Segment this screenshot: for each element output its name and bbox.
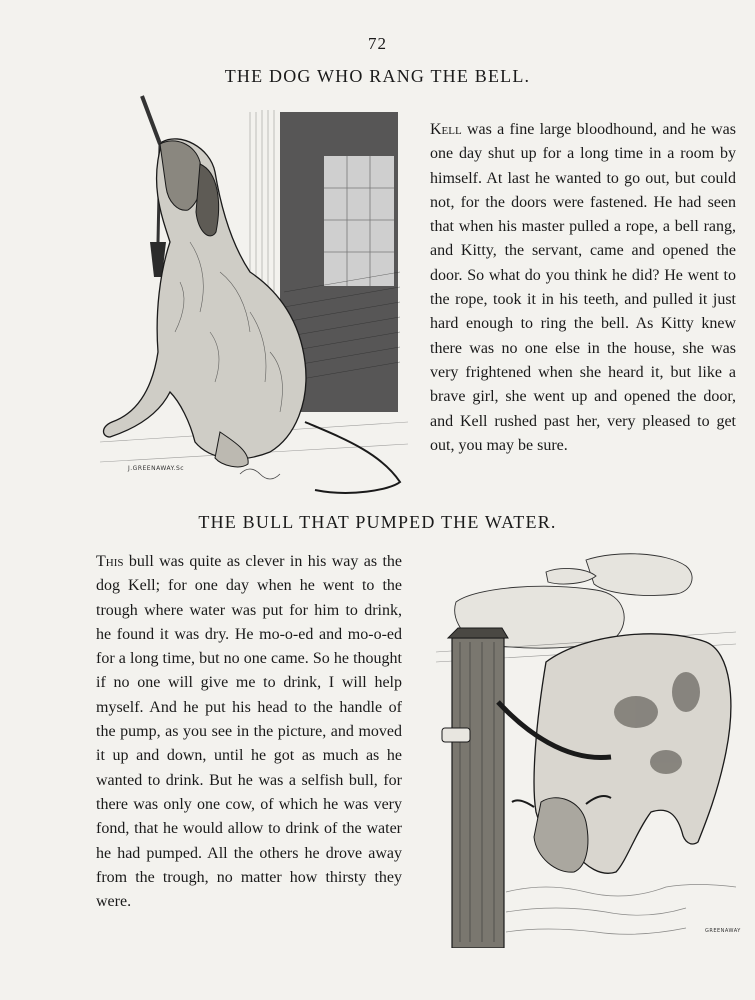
body-text: was a fine large bloodhound, and he was one day shut up for a long time in a room by himself. At last he wanted to go out, but could not, for the doors were fastened. He had seen that when his master pulled a rope, a bell rang, and Kitty, the servant, came and opened the door. So what do you think he did? He went to the rope, took it in his teeth, and pulled it just hard enough to ring the bell. As Kitty knew there was no one else in the house, she was very frightened when she heard it, but like a brave girl, she went up and opened the door, and Kell rushed past her, very pleased to get out, you may be sure. — [430, 121, 736, 454]
story-text-bull — [96, 550, 402, 914]
page-number: 72 — [368, 34, 387, 53]
lead-word: Kell — [430, 121, 462, 138]
bull-engraver-credit: GREENAWAY — [705, 928, 741, 934]
lead-word: This — [96, 553, 124, 570]
story-title-bull: THE BULL THAT PUMPED THE WATER. — [198, 512, 557, 532]
dog-ringing-bell-illustration — [100, 92, 408, 500]
body-text: bull was quite as clever in his way as the dog Kell; for one day when he went to the trough where water was put for him to drink, he found it was dry. He mo-o-ed and mo-o-ed for a long time, but no one came. So he thought if no one will give me to drink, I will help myself. And he put his head to the handle of the pump, as you see in the picture, and moved it up and down, until he got as much as he wanted to drink. But he was a selfish bull, for there was only one cow, of which he was very fond, that he would allow to drink of the water he had pumped. All the others he drove away from the trough, no matter how thirsty they were. — [96, 553, 402, 911]
story-title-dog: THE DOG WHO RANG THE BELL. — [224, 66, 531, 86]
bull-pumping-water-illustration — [436, 542, 736, 948]
story-text-dog — [430, 118, 736, 458]
dog-engraver-credit: J.GREENAWAY.Sc — [128, 465, 185, 472]
